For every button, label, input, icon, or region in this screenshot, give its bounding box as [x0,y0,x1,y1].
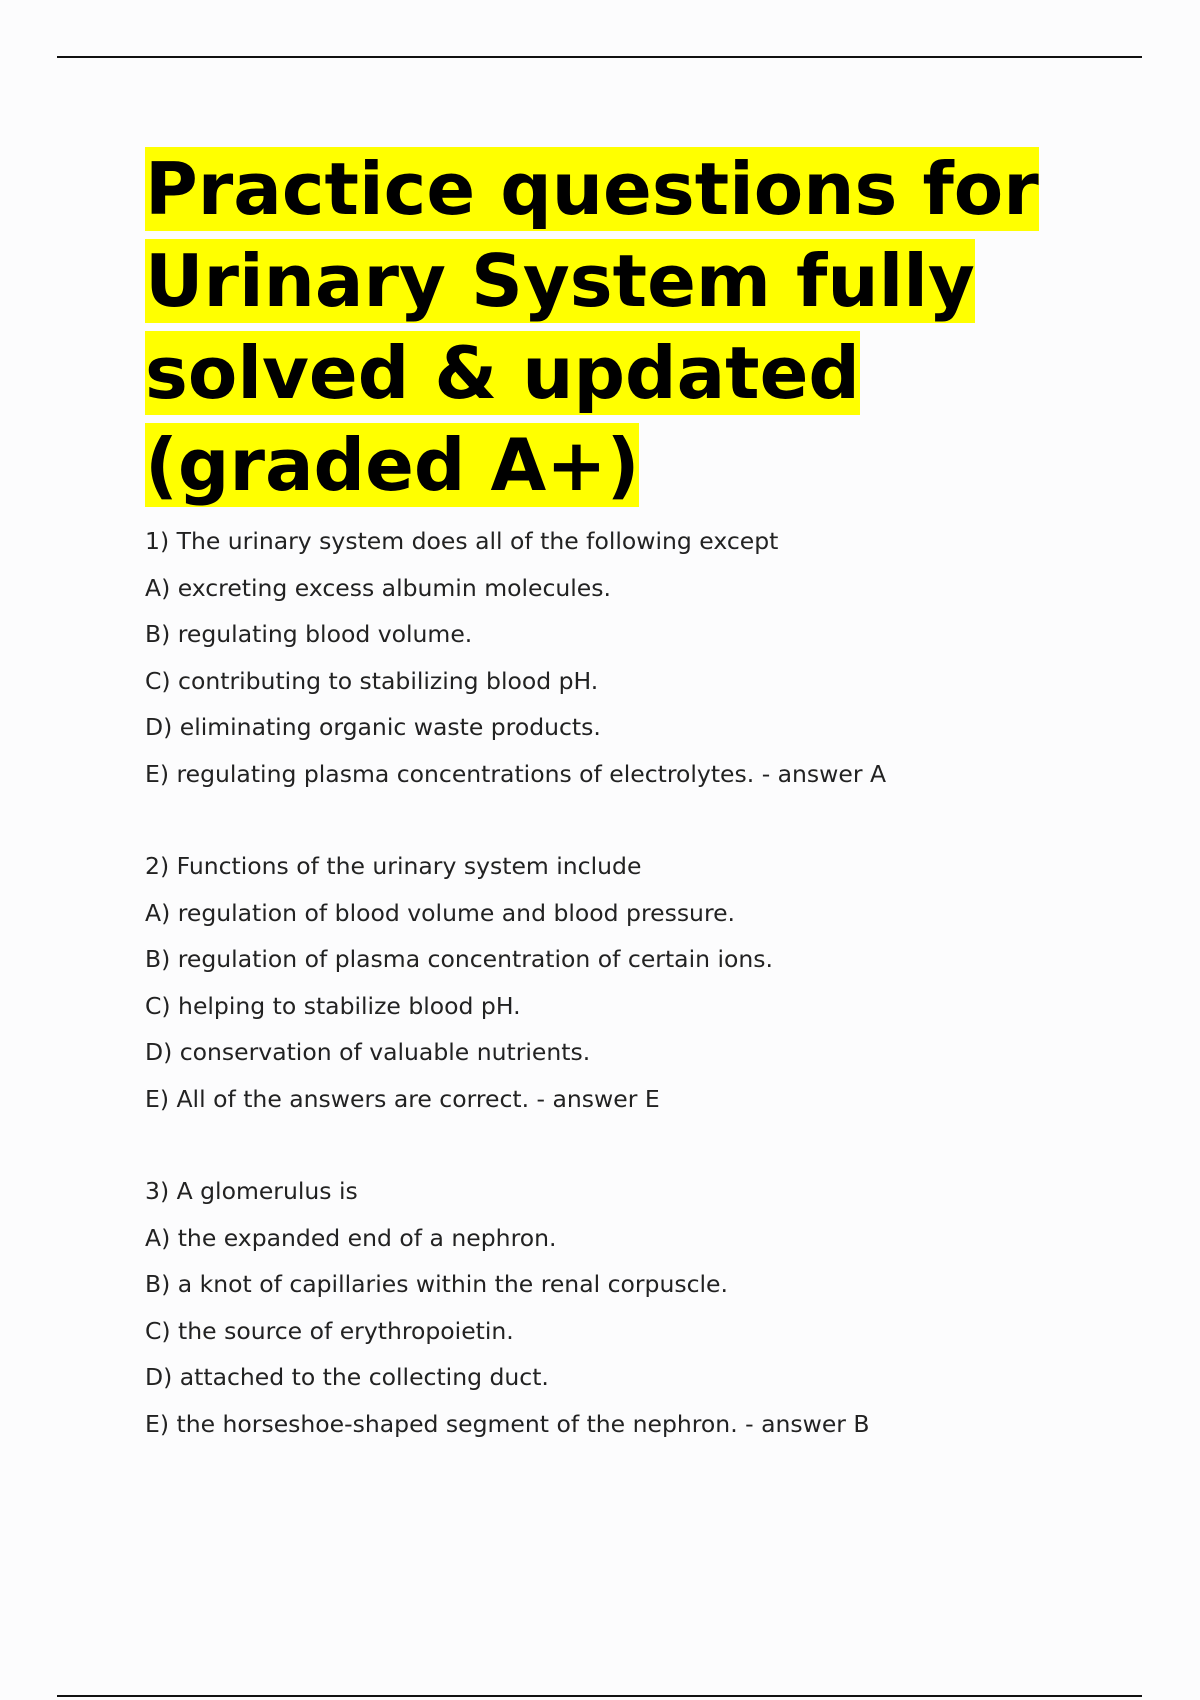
answer-option: C) helping to stabilize blood pH. [145,991,521,1020]
question-1 [145,518,1125,797]
answer-option: B) regulating blood volume. [145,620,473,648]
answer-option: E) the horseshoe-shaped segment of the nephron. - answer B [145,1409,870,1438]
question-2 [145,843,1125,1122]
answer-option: A) the expanded end of a nephron. [145,1223,557,1252]
answer-option: C) the source of erythropoietin. [145,1316,514,1345]
answer-option: B) a knot of capillaries within the renal corpuscle. [145,1270,728,1298]
answer-option: A) regulation of blood volume and blood pressure. [145,898,736,927]
title-highlight: Practice questions for Urinary System fully solved & updated (graded A+) [145,147,1039,507]
answer-option: D) attached to the collecting duct. [145,1363,549,1391]
answer-option: D) conservation of valuable nutrients. [145,1038,591,1066]
question-3 [145,1168,1125,1447]
question-prompt: 1) The urinary system does all of the following except [145,527,779,555]
header-rule [57,56,1142,58]
answer-option: D) eliminating organic waste products. [145,713,601,741]
document-title [145,143,1105,511]
answer-option: A) excreting excess albumin molecules. [145,573,611,602]
footer-rule [57,1695,1142,1697]
answer-option: E) All of the answers are correct. - answer E [145,1084,660,1113]
answer-option: C) contributing to stabilizing blood pH. [145,666,599,695]
question-list [145,518,1125,1493]
question-prompt: 3) A glomerulus is [145,1177,358,1205]
question-prompt: 2) Functions of the urinary system include [145,852,642,880]
answer-option: B) regulation of plasma concentration of certain ions. [145,945,773,973]
answer-option: E) regulating plasma concentrations of electrolytes. - answer A [145,759,887,788]
